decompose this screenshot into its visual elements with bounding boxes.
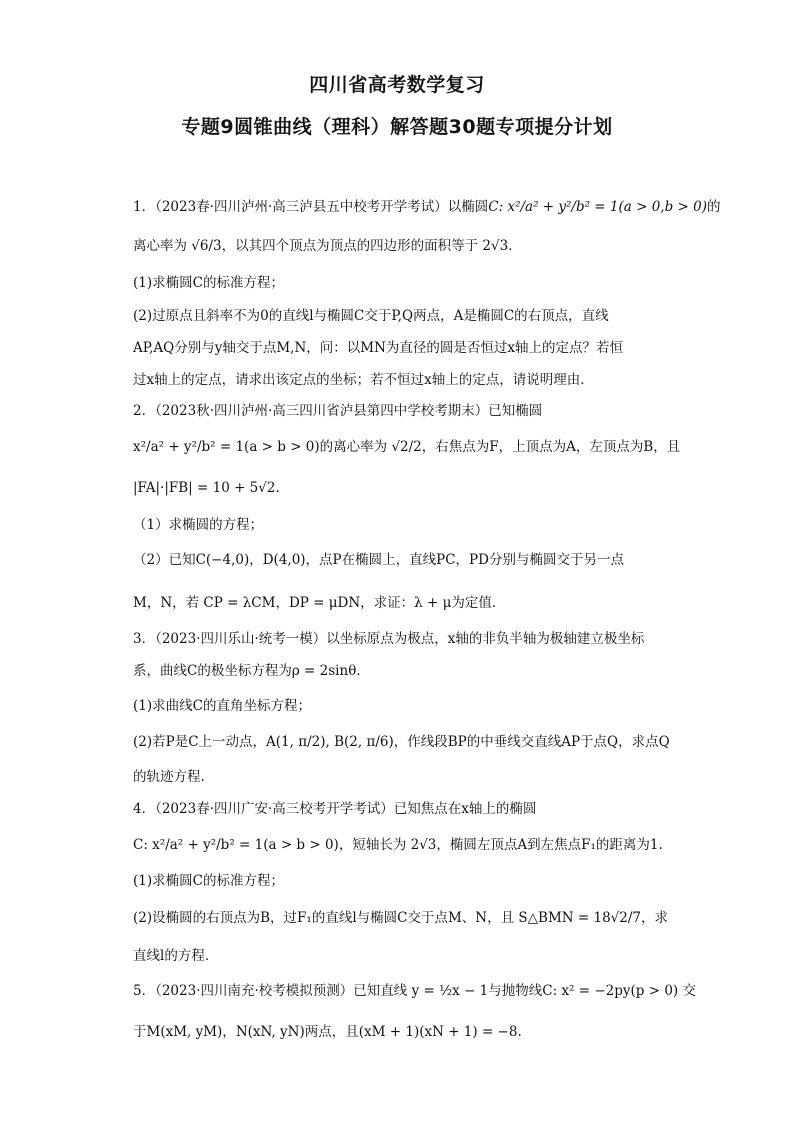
q2-part1: （1）求椭圆的方程；	[133, 517, 264, 533]
q3-part2-line2: 的轨迹方程.	[133, 769, 205, 785]
q1-line2: 离心率为 √6/3，以其四个顶点为顶点的四边形的面积等于 2√3．	[133, 238, 522, 254]
q1-part2-line1: (2)过原点且斜率不为0的直线l与椭圆C交于P,Q两点，A是椭圆C的右顶点，直线	[133, 308, 609, 324]
q2-line3: |FA|·|FB| = 10 + 5√2．	[133, 480, 289, 496]
q3-line1: 3．（2023·四川乐山·统考一模）以坐标原点为极点，x轴的非负半轴为极轴建立极坐标	[133, 631, 645, 647]
q3-line2: 系，曲线C的极坐标方程为ρ = 2sinθ．	[133, 663, 370, 679]
q3-part1: (1)求曲线C的直角坐标方程；	[133, 698, 311, 714]
q1-line1	[133, 197, 721, 217]
q1-part1: (1)求椭圆C的标准方程；	[133, 275, 284, 291]
q4-line1: 4．（2023春·四川广安·高三校考开学考试）已知焦点在x轴上的椭圆	[133, 801, 537, 817]
q2-part2-line1: （2）已知C(−4,0)，D(4,0)，点P在椭圆上，直线PC，PD分别与椭圆交于另一点	[133, 552, 624, 568]
q4-line2: C: x²/a² + y²/b² = 1(a > b > 0)，短轴长为 2√3，椭圆左顶点A到左焦点F₁的距离为1.	[133, 837, 663, 853]
q5-line2: 于M(xM, yM)，N(xN, yN)两点，且(xM + 1)(xN + 1) = −8.	[133, 1024, 522, 1040]
q4-part2-line1: (2)设椭圆的右顶点为B，过F₁的直线l与椭圆C交于点M、N，且 S△BMN = 18√2/7，求	[133, 910, 668, 926]
q1-intro: 1．（2023春·四川泸州·高三泸县五中校考开学考试）以椭圆	[133, 199, 489, 215]
q1-part2-line2: AP,AQ分别与y轴交于点M,N，问：以MN为直径的圆是否恒过x轴上的定点？若恒	[133, 340, 624, 356]
q2-line2: x²/a² + y²/b² = 1(a > b > 0)的离心率为 √2/2，右焦点为F，上顶点为A，左顶点为B，且	[133, 439, 681, 455]
q2-part2-line2: M，N，若 CP = λCM，DP = μDN，求证：λ + μ为定值.	[133, 595, 497, 611]
q1-part2-line3: 过x轴上的定点，请求出该定点的坐标；若不恒过x轴上的定点，请说明理由．	[133, 372, 594, 388]
q4-part1: (1)求椭圆C的标准方程；	[133, 873, 284, 889]
q1-intro-end: 的	[706, 199, 721, 215]
q1-ellipse-formula: C: x²/a² + y²/b² = 1(a > 0,b > 0)	[488, 199, 707, 215]
q4-part2-line2: 直线l的方程．	[133, 948, 219, 964]
q3-part2-line1: (2)若P是C上一动点，A(1, π/2), B(2, π/6)，作线段BP的中垂线交直线AP于点Q，求点Q	[133, 734, 670, 750]
document-title: 四川省高考数学复习	[309, 74, 485, 96]
document-subtitle: 专题9圆锥曲线（理科）解答题30题专项提分计划	[181, 116, 613, 138]
q2-line1: 2．（2023秋·四川泸州·高三四川省泸县第四中学校考期末）已知椭圆	[133, 403, 543, 419]
q5-line1: 5．（2023·四川南充·校考模拟预测）已知直线 y = ½x − 1与抛物线C: x² = −2py(p > 0) 交	[133, 983, 696, 999]
